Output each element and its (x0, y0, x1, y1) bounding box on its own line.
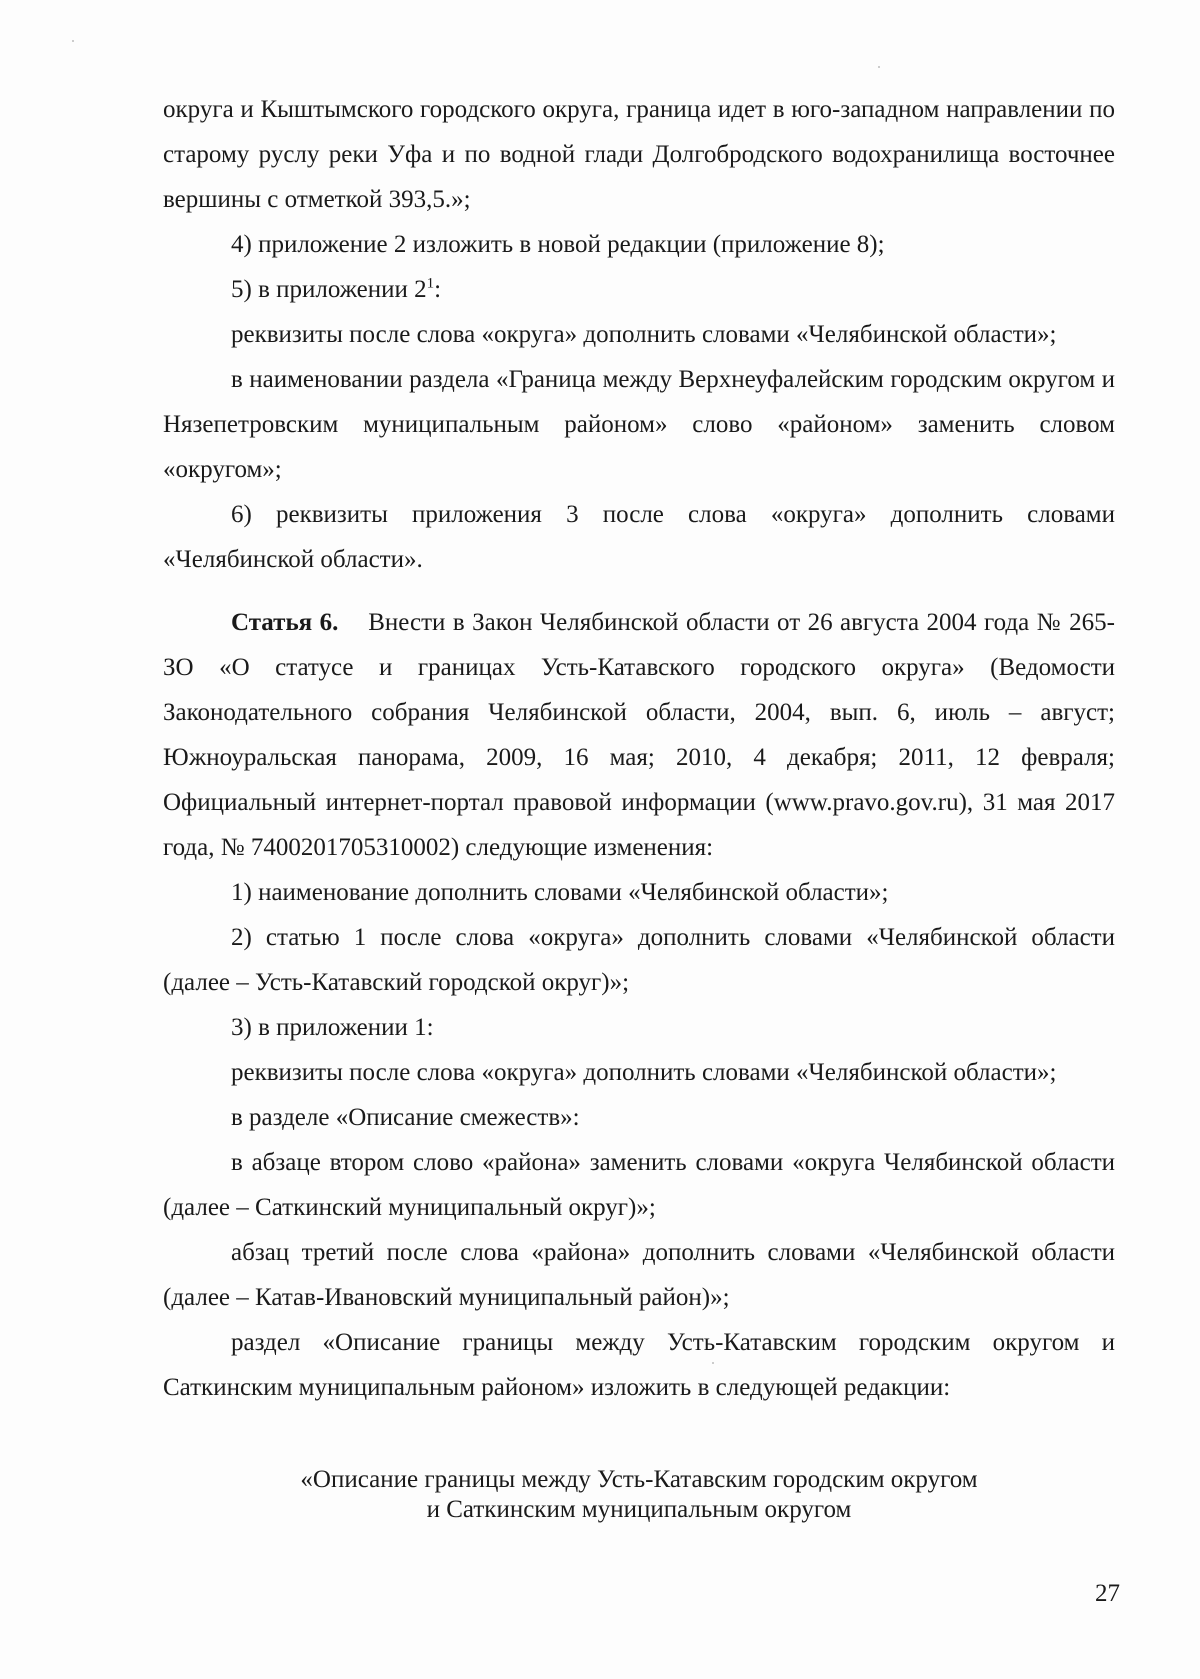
article-6-intro (163, 600, 1115, 870)
list-item-5 (163, 267, 1115, 312)
article-item: в абзаце втором слово «района» заменить словами «округа Челябинской области (далее – Саткинский муниципальный округ)»; (163, 1149, 1115, 1221)
article-item: абзац третий после слова «района» дополнить словами «Челябинской области (далее – Катав-Ивановский муниципальный район)»; (163, 1239, 1115, 1311)
scan-speck (72, 40, 74, 42)
section-heading-line-1: «Описание границы между Усть-Катавским городским округом (300, 1466, 978, 1493)
paragraph-requisites: реквизиты после слова «округа» дополнить словами «Челябинской области»; (231, 321, 1057, 348)
article-item: 3) в приложении 1: (231, 1014, 434, 1041)
article-item: в разделе «Описание смежеств»: (231, 1104, 580, 1131)
article-text: Внести в Закон Челябинской области от 26 августа 2004 года № 265-ЗО «О статусе и границах Усть-Катавского городского округа» (Ведомости Законодательного собрания Челябинской области, 2004, вып. 6, июль – август; Южноуральская панорама, 2009, 16 мая; 2010, 4 декабря; 2011, 12 февраля; Официальный интернет-портал правовой информации (www.pravo.gov.ru), 31 мая 2017 года, № 7400201705310002) следующие изменения: (163, 609, 1115, 861)
list-item-5-colon: : (434, 276, 442, 303)
article-item: 2) статью 1 после слова «округа» дополнить словами «Челябинской области (далее – Усть-Катавский городской округ)»; (163, 924, 1115, 996)
list-item-6: 6) реквизиты приложения 3 после слова «округа» дополнить словами «Челябинской области». (163, 501, 1115, 573)
list-item-4: 4) приложение 2 изложить в новой редакции (приложение 8); (231, 231, 885, 258)
article-item: раздел «Описание границы между Усть-Катавским городским округом и Саткинским муниципальным районом» изложить в следующей редакции: (163, 1329, 1115, 1401)
paragraph-continuation: округа и Кыштымского городского округа, граница идет в юго-западном направлении по старому руслу реки Уфа и по водной глади Долгобродского водохранилища восточнее вершины с отметкой 393,5.»; (163, 96, 1115, 213)
paragraph-section-name: в наименовании раздела «Граница между Верхнеуфалейским городским округом и Нязепетровским муниципальным районом» слово «районом» заменить словом «округом»; (163, 366, 1115, 483)
article-6-block (163, 600, 1115, 1410)
section-heading (163, 1465, 1115, 1525)
superscript: 1 (426, 275, 435, 292)
article-item: реквизиты после слова «округа» дополнить словами «Челябинской области»; (231, 1059, 1057, 1086)
list-item-5-text: 5) в приложении 2 (231, 276, 427, 303)
section-heading-line-2: и Саткинским муниципальным округом (426, 1496, 852, 1523)
text-block-top (163, 87, 1115, 582)
article-item: 1) наименование дополнить словами «Челябинской области»; (231, 879, 889, 906)
scan-speck (878, 66, 880, 68)
page-number: 27 (1095, 1580, 1120, 1607)
article-label: Статья 6. (231, 609, 339, 636)
